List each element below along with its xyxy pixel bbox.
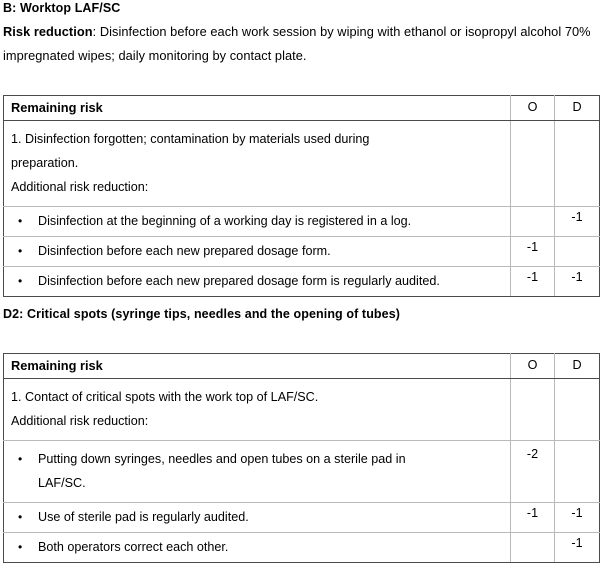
column-header-d: D xyxy=(555,96,600,121)
table-row xyxy=(4,237,600,267)
score-o-cell xyxy=(511,121,555,207)
bullet-text: Putting down syringes, needles and open tubes on a sterile pad in xyxy=(38,452,406,466)
score-d-cell xyxy=(555,379,600,441)
bullet-text-continued: LAF/SC. xyxy=(38,476,86,490)
bullet-item xyxy=(11,506,504,528)
intro-separator: : xyxy=(92,24,100,39)
section-heading-d2: D2: Critical spots (syringe tips, needles and the opening of tubes) xyxy=(3,307,401,321)
bullet-item xyxy=(11,536,504,558)
bullet-text: Both operators correct each other. xyxy=(38,540,229,554)
table-row xyxy=(4,121,600,207)
table-row xyxy=(4,207,600,237)
score-o-cell: -1 xyxy=(511,503,555,533)
bullet-item xyxy=(11,270,504,292)
column-header-o: O xyxy=(511,354,555,379)
score-o-cell xyxy=(511,207,555,237)
bullet-text: Disinfection at the beginning of a working day is registered in a log. xyxy=(38,214,412,228)
risk-measure-cell xyxy=(4,237,511,267)
risk-measure-cell xyxy=(4,533,511,563)
intro-text-line-1: Disinfection before each work session by wiping with ethanol or isopropyl xyxy=(99,24,517,39)
score-d-cell: -1 xyxy=(555,267,600,297)
score-d-cell: -1 xyxy=(555,533,600,563)
table-row xyxy=(4,441,600,503)
risk-measure-cell xyxy=(4,267,511,297)
risk-measure-cell xyxy=(4,441,511,503)
section-heading-b: B: Worktop LAF/SC xyxy=(3,1,121,15)
risk-description-cell xyxy=(4,121,511,207)
bullet-text: Use of sterile pad is regularly audited. xyxy=(38,510,249,524)
bullet-item xyxy=(11,240,504,262)
bullet-item xyxy=(11,210,504,232)
risk-measure-cell xyxy=(4,503,511,533)
risk-text-line: 1. Contact of critical spots with the work top of LAF/SC. xyxy=(11,390,319,404)
table-row xyxy=(4,503,600,533)
intro-text-line-2: alcohol 70% impregnated wipes; daily monitoring by contact plate. xyxy=(3,24,591,63)
risk-reduction-label: Risk reduction xyxy=(3,24,93,39)
risk-text-line: 1. Disinfection forgotten; contamination by materials used during xyxy=(11,132,370,146)
section-b-intro xyxy=(3,20,591,67)
score-d-cell: -1 xyxy=(555,503,600,533)
table-header-row xyxy=(4,354,600,379)
risk-measure-cell xyxy=(4,207,511,237)
risk-text-line: preparation. xyxy=(11,156,79,170)
column-header-remaining-risk: Remaining risk xyxy=(4,354,511,379)
score-d-cell xyxy=(555,121,600,207)
risk-description-cell xyxy=(4,379,511,441)
column-header-d: D xyxy=(555,354,600,379)
bullet-text: Disinfection before each new prepared dosage form. xyxy=(38,244,331,258)
score-o-cell: -1 xyxy=(511,267,555,297)
risk-table-b xyxy=(3,95,600,297)
table-row xyxy=(4,267,600,297)
risk-text-line: Additional risk reduction: xyxy=(11,414,149,428)
column-header-o: O xyxy=(511,96,555,121)
score-d-cell xyxy=(555,441,600,503)
score-d-cell: -1 xyxy=(555,207,600,237)
column-header-remaining-risk: Remaining risk xyxy=(4,96,511,121)
table-row xyxy=(4,379,600,441)
score-o-cell: -2 xyxy=(511,441,555,503)
score-d-cell xyxy=(555,237,600,267)
table-header-row xyxy=(4,96,600,121)
score-o-cell: -1 xyxy=(511,237,555,267)
risk-table-d2 xyxy=(3,353,600,563)
risk-text-line: Additional risk reduction: xyxy=(11,180,149,194)
bullet-text: Disinfection before each new prepared dosage form is regularly audited. xyxy=(38,274,440,288)
score-o-cell xyxy=(511,533,555,563)
score-o-cell xyxy=(511,379,555,441)
bullet-item xyxy=(11,447,504,495)
table-row xyxy=(4,533,600,563)
